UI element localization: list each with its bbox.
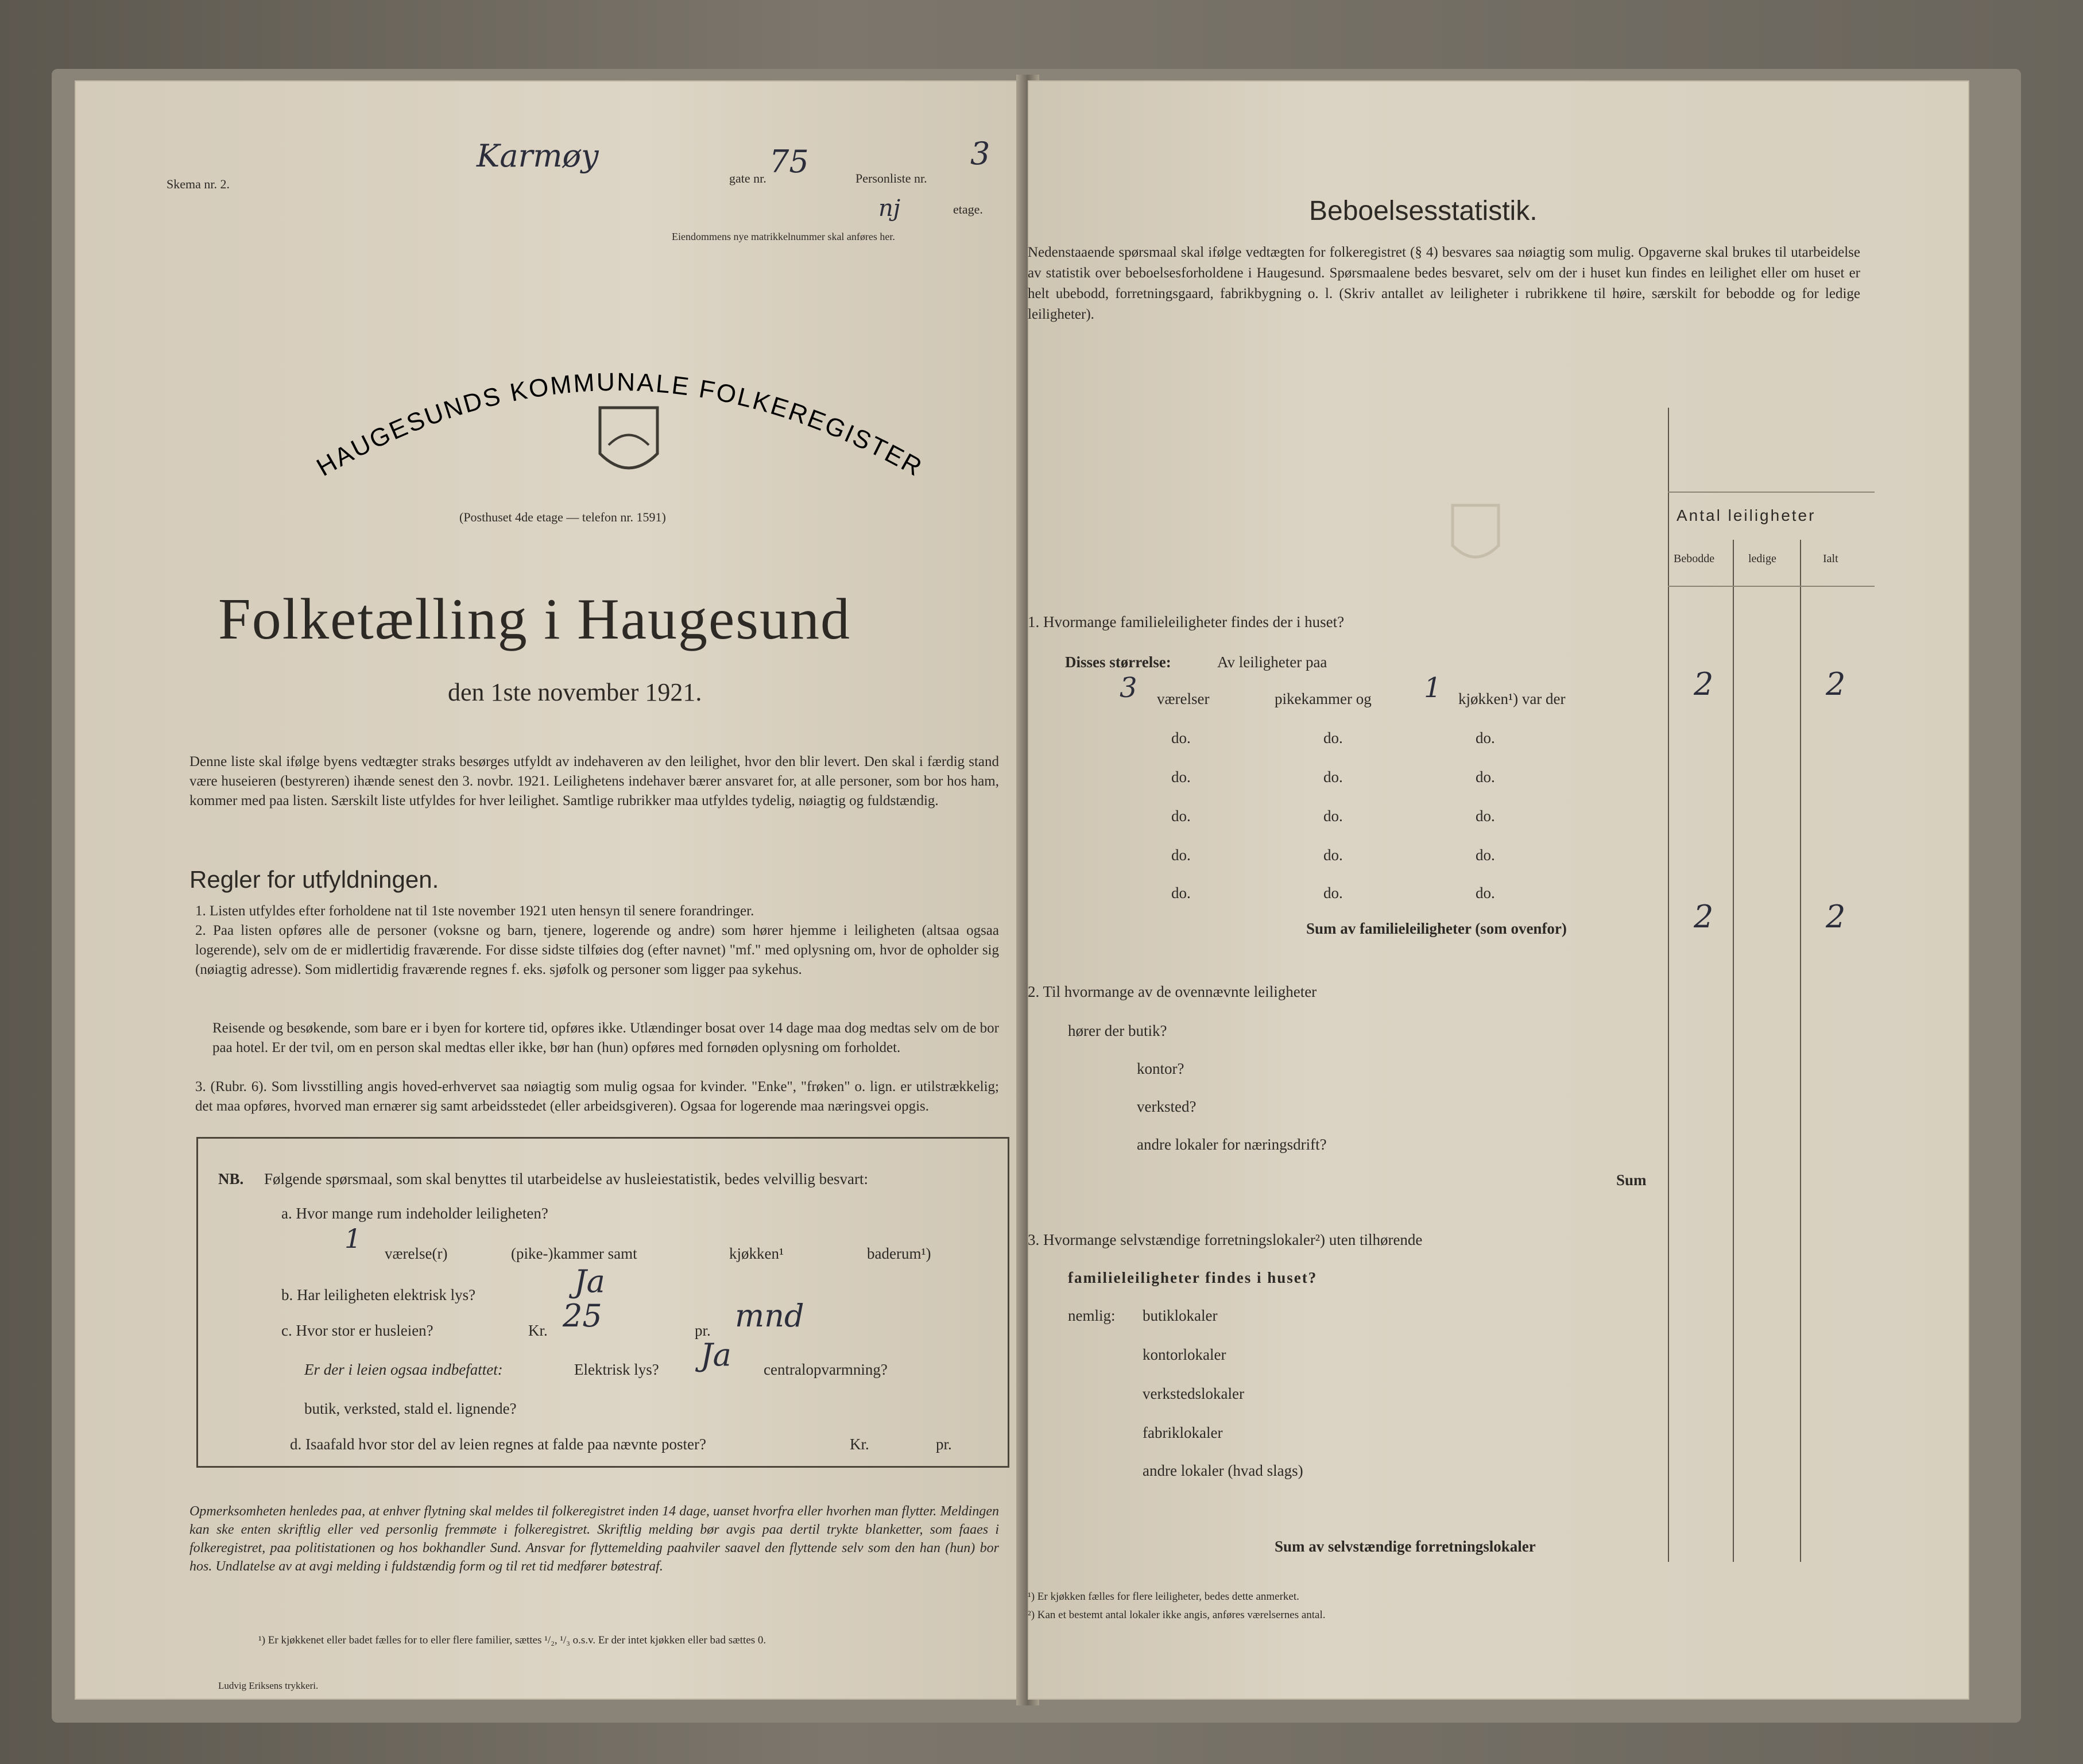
question-3b: familieleiligheter findes i huset? (1068, 1269, 1318, 1286)
kjokken-label: kjøkken¹ (729, 1245, 784, 1262)
butik-label: butik, verksted, stald el. lignende? (304, 1400, 517, 1417)
answer-c-amount: 25 (563, 1298, 602, 1334)
row1-pike-label: pikekammer og (1275, 690, 1372, 707)
col-divider-2 (1800, 540, 1801, 1562)
do-row5-b: do. (1323, 846, 1343, 864)
left-footnote: ¹) Er kjøkkenet eller badet fælles for to eller flere familier, sættes ¹/₂, ¹/₃ o.s.v. Er der intet kjøkken eller bad sættes 0. (258, 1634, 766, 1646)
pike-label: (pike-)kammer samt (511, 1245, 637, 1262)
right-footnote-1: ¹) Er kjøkken fælles for flere leiligheter, bedes dette anmerket. (1028, 1591, 1299, 1603)
etage-label: etage. (953, 202, 983, 216)
kr-label-c: Kr. (528, 1322, 548, 1339)
do-row4-c: do. (1476, 807, 1495, 825)
q2-kontor: kontor? (1137, 1060, 1184, 1077)
col-bebodde: Bebodde (1674, 552, 1715, 565)
vaerelse-label: værelse(r) (385, 1245, 448, 1262)
coat-of-arms-icon (600, 408, 657, 468)
q3-sum: Sum av selvstændige forretningslokaler (1275, 1538, 1536, 1555)
row1-vaerelser-value: 3 (1120, 672, 1137, 704)
posthuset-line: (Posthuset 4de etage — telefon nr. 1591) (459, 510, 666, 524)
q3-butiklokaler: butiklokaler (1143, 1307, 1218, 1324)
sum-familieleiligheter: Sum av familieleiligheter (som ovenfor) (1306, 920, 1567, 937)
do-row5-c: do. (1476, 846, 1495, 864)
rule-3: 3. (Rubr. 6). Som livsstilling angis hoved-erhvervet saa nøiagtig som mulig ogsaa for kvinder. "Enke", "frøken" o. lign. er utilstrækkelig; det maa opføres, hvorved man ernærer sig samt arbeidsstedet (eller arbeidsgiveren). Ogsaa for logerende maa næringsvei opgis. (195, 1079, 999, 1114)
etage-handwritten: nj (878, 195, 901, 222)
rules-heading: Regler for utfyldningen. (189, 866, 439, 893)
elektrisk-label: Elektrisk lys? (574, 1361, 659, 1378)
do-row2-c: do. (1476, 729, 1495, 746)
question-b: b. Har leiligheten elektrisk lys? (281, 1286, 476, 1303)
av-leiligheter: Av leiligheter paa (1217, 653, 1327, 671)
row1-vaerelser-label: værelser (1157, 690, 1210, 707)
q3-fabriklokaler: fabriklokaler (1143, 1424, 1223, 1441)
row1-bebodde: 2 (1694, 666, 1714, 702)
sum-fam-ialt: 2 (1826, 899, 1846, 935)
question-e: d. Isaafald hvor stor del av leien regnes at falde paa nævnte poster? (290, 1436, 706, 1453)
personliste-label: Personliste nr. (855, 171, 927, 185)
stamp-text: HAUGESUNDS KOMMUNALE FOLKEREGISTER (312, 368, 928, 483)
right-title: Beboelsesstatistik. (1309, 196, 1538, 226)
q2-verksted: verksted? (1137, 1098, 1197, 1115)
table-header: Antal leiligheter (1677, 506, 1816, 524)
address-handwritten: Karmøy (477, 138, 599, 174)
sum-fam-bebodde: 2 (1694, 899, 1714, 935)
do-row4-a: do. (1171, 807, 1191, 825)
do-row3-a: do. (1171, 768, 1191, 786)
question-a: a. Hvor mange rum indeholder leiligheten? (281, 1205, 548, 1222)
col-divider-1 (1733, 540, 1734, 1562)
right-page (1028, 80, 1969, 1700)
do-row3-c: do. (1476, 768, 1495, 786)
answer-b: Ja (574, 1263, 605, 1299)
row1-ialt: 2 (1826, 666, 1846, 702)
header-rule (1668, 492, 1875, 493)
q3-kontorlokaler: kontorlokaler (1143, 1346, 1226, 1363)
header-rule-2 (1668, 586, 1875, 587)
q2-butik: hører der butik? (1068, 1022, 1167, 1039)
main-title: Folketælling i Haugesund (218, 587, 851, 652)
answer-d-elektrisk: Ja (700, 1337, 731, 1373)
q3-andre-lokaler: andre lokaler (hvad slags) (1143, 1462, 1303, 1479)
row1-kjokken-label: kjøkken¹) var der (1458, 690, 1566, 707)
do-row6-a: do. (1171, 884, 1191, 902)
q3-nemlig: nemlig: (1068, 1307, 1116, 1324)
do-row3-b: do. (1323, 768, 1343, 786)
col-ledige: ledige (1748, 552, 1776, 565)
do-row6-b: do. (1323, 884, 1343, 902)
do-row6-c: do. (1476, 884, 1495, 902)
printer-note: Ludvig Eriksens trykkeri. (218, 1680, 319, 1691)
schema-label: Skema nr. 2. (167, 177, 230, 191)
gate-number: 75 (769, 144, 809, 180)
col-ialt: Ialt (1823, 552, 1838, 565)
q2-andre: andre lokaler for næringsdrift? (1137, 1136, 1327, 1153)
flytning-notice: Opmerksomheten henledes paa, at enhver flytning skal meldes til folkeregistret inden 14 dage, uanset hvorfra eller hvorhen man flytter. Meldingen kan ske enten skriftlig eller ved personlig fremmøte i folkeregistret. Skriftlig melding bør avgis paa dertil trykte blanketter, som faaes i folkeregistret, paa politistationen og hos bokhandler Sund. Ansvar for flyttemelding paahviler saavel den flyttende selv som den han (hun) bor hos. Undlatelse av at avgi melding i fuldstændig form og til ret tid medfører bøtestraf. (189, 1504, 999, 1574)
answer-c-period: mnd (735, 1298, 804, 1334)
main-subtitle: den 1ste november 1921. (448, 678, 702, 706)
faint-stamp-mark (1143, 402, 1717, 609)
kr-label-e: Kr. (850, 1436, 869, 1453)
q2-sum: Sum (1616, 1171, 1647, 1189)
do-row4-b: do. (1323, 807, 1343, 825)
folkeregister-stamp (247, 345, 993, 517)
answer-a-vaerelser: 1 (344, 1223, 362, 1254)
right-intro: Nedenstaaende spørsmaal skal ifølge vedtægten for folkeregistret (§ 4) besvares saa nøiagtig som mulig. Opgaverne skal brukes til utarbeidelse av statistik over beboelsesforholdene i Haugesund. Spørsmaalene bedes besvaret, selv om der i huset kun findes en leilighet eller om huset er helt ubebodd, forretningsgaard, fabrikbygning o. l. (Skriv antallet av leiligheter i rubrikkene til høire, særskilt for bebodde og for ledige leiligheter). (1028, 245, 1860, 322)
question-1: 1. Hvormange familieleiligheter findes der i huset? (1028, 613, 1345, 630)
do-row5-a: do. (1171, 846, 1191, 864)
pr-label-c: pr. (695, 1322, 711, 1339)
baderum-label: baderum¹) (867, 1245, 931, 1262)
question-2: 2. Til hvormange av de ovennævnte leiligheter (1028, 983, 1317, 1000)
rule-2: 2. Paa listen opføres alle de personer (voksne og barn, tjenere, logerende og andre) som hører hjemme i leiligheten (altsaa ogsaa logerende), selv om de er midlertidig fraværende. For disse sidste tilføies dog (efter navnet) "mf." med oplysning om, hvor de opholder sig (nøiagtig adresse). Som midlertidig fraværende regnes f. eks. sjøfolk og personer som ligger paa sykehus. (195, 923, 999, 977)
central-label: centralopvarmning? (764, 1361, 888, 1378)
right-footnote-2: ²) Kan et bestemt antal lokaler ikke angis, anføres værelsernes antal. (1028, 1609, 1326, 1621)
question-3a: 3. Hvormange selvstændige forretningslokaler²) uten tilhørende (1028, 1231, 1423, 1248)
q3-verkstedslokaler: verkstedslokaler (1143, 1385, 1244, 1402)
personliste-number: 3 (970, 136, 990, 172)
do-row2-b: do. (1323, 729, 1343, 746)
table-left-border (1668, 408, 1669, 1562)
nb-label: NB. (218, 1170, 244, 1187)
left-page (75, 80, 1022, 1700)
gate-label: gate nr. (729, 171, 766, 185)
pr-label-e: pr. (936, 1436, 952, 1453)
intro-paragraph: Denne liste skal ifølge byens vedtægter straks besørges utfyldt av indehaveren av den leilighet, hvor den blir levert. Den skal i færdig stand være huseieren (bestyreren) ihænde senest den 3. novbr. 1921. Leilighetens indehaver bærer ansvaret for, at alle personer, som bor hos ham, kommer med paa listen. Særskilt liste utfyldes for hver leilighet. Samtlige rubrikker maa utfyldes tydelig, nøiagtig og fuldstændig. (189, 754, 999, 808)
rule-1: 1. Listen utfyldes efter forholdene nat til 1ste november 1921 uten hensyn til senere forandringer. (195, 903, 754, 919)
row1-kjokken-value: 1 (1424, 672, 1442, 704)
do-row2-a: do. (1171, 729, 1191, 746)
question-c: c. Hvor stor er husleien? (281, 1322, 433, 1339)
nb-intro: Følgende spørsmaal, som skal benyttes til utarbeidelse av husleiestatistik, bedes velvillig besvart: (264, 1170, 869, 1187)
rule-2-cont: Reisende og besøkende, som bare er i byen for kortere tid, opføres ikke. Utlændinger bosat over 14 dage maa dog medtas selv om de bor paa hotel. Er der tvil, om en person skal medtas eller ikke, bør han (hun) opføres med fornøden oplysning om forholdet. (212, 1020, 999, 1055)
disses-label: Disses størrelse: (1065, 653, 1171, 671)
matrikkel-note: Eiendommens nye matrikkelnummer skal anføres her. (672, 231, 895, 242)
question-d: Er der i leien ogsaa indbefattet: (304, 1361, 503, 1378)
